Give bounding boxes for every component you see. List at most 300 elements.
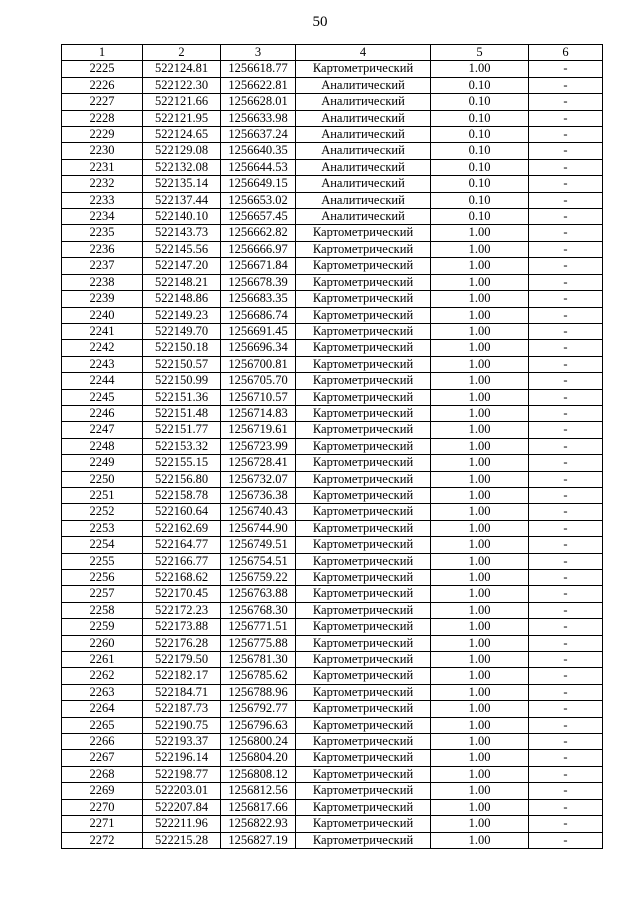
column-header: 3 [221,45,296,61]
table-row [62,127,603,143]
method-cell: Картометрический [296,537,431,553]
note-cell: - [529,94,603,110]
table-row [62,832,603,848]
method-cell: Аналитический [296,110,431,126]
x-coordinate-cell: 522166.77 [143,553,221,569]
x-coordinate-cell: 522124.81 [143,61,221,77]
method-cell: Аналитический [296,127,431,143]
note-cell: - [529,77,603,93]
table-row [62,438,603,454]
point-number-cell: 2233 [62,192,143,208]
note-cell: - [529,127,603,143]
page-number: 50 [312,14,328,30]
x-coordinate-cell: 522173.88 [143,619,221,635]
y-coordinate-cell: 1256749.51 [221,537,296,553]
x-coordinate-cell: 522151.77 [143,422,221,438]
table-row [62,602,603,618]
note-cell: - [529,307,603,323]
accuracy-cell: 1.00 [431,832,529,848]
method-cell: Картометрический [296,487,431,503]
method-cell: Картометрический [296,274,431,290]
x-coordinate-cell: 522168.62 [143,570,221,586]
method-cell: Картометрический [296,635,431,651]
x-coordinate-cell: 522179.50 [143,652,221,668]
method-cell: Картометрический [296,258,431,274]
method-cell: Картометрический [296,701,431,717]
column-header: 1 [62,45,143,61]
method-cell: Аналитический [296,94,431,110]
x-coordinate-cell: 522176.28 [143,635,221,651]
note-cell: - [529,258,603,274]
point-number-cell: 2242 [62,340,143,356]
y-coordinate-cell: 1256788.96 [221,684,296,700]
point-number-cell: 2246 [62,405,143,421]
note-cell: - [529,143,603,159]
point-number-cell: 2229 [62,127,143,143]
y-coordinate-cell: 1256817.66 [221,799,296,815]
table-row [62,504,603,520]
note-cell: - [529,373,603,389]
accuracy-cell: 1.00 [431,455,529,471]
table-row [62,455,603,471]
note-cell: - [529,487,603,503]
y-coordinate-cell: 1256728.41 [221,455,296,471]
point-number-cell: 2247 [62,422,143,438]
x-coordinate-cell: 522198.77 [143,766,221,782]
table-row [62,159,603,175]
x-coordinate-cell: 522137.44 [143,192,221,208]
point-number-cell: 2228 [62,110,143,126]
method-cell: Картометрический [296,504,431,520]
accuracy-cell: 1.00 [431,504,529,520]
x-coordinate-cell: 522149.70 [143,323,221,339]
table-row [62,307,603,323]
accuracy-cell: 1.00 [431,340,529,356]
table-row [62,668,603,684]
x-coordinate-cell: 522182.17 [143,668,221,684]
point-number-cell: 2259 [62,619,143,635]
table-row [62,816,603,832]
y-coordinate-cell: 1256637.24 [221,127,296,143]
x-coordinate-cell: 522156.80 [143,471,221,487]
point-number-cell: 2245 [62,389,143,405]
point-number-cell: 2227 [62,94,143,110]
accuracy-cell: 1.00 [431,684,529,700]
note-cell: - [529,668,603,684]
note-cell: - [529,750,603,766]
table-row [62,241,603,257]
accuracy-cell: 0.10 [431,192,529,208]
point-number-cell: 2232 [62,176,143,192]
note-cell: - [529,422,603,438]
table-row [62,766,603,782]
method-cell: Картометрический [296,471,431,487]
y-coordinate-cell: 1256710.57 [221,389,296,405]
point-number-cell: 2265 [62,717,143,733]
method-cell: Аналитический [296,192,431,208]
note-cell: - [529,110,603,126]
y-coordinate-cell: 1256719.61 [221,422,296,438]
accuracy-cell: 1.00 [431,652,529,668]
table-row [62,373,603,389]
point-number-cell: 2261 [62,652,143,668]
table-row [62,225,603,241]
table-body [62,61,603,849]
method-cell: Аналитический [296,159,431,175]
table-row [62,570,603,586]
method-cell: Картометрический [296,241,431,257]
accuracy-cell: 1.00 [431,602,529,618]
y-coordinate-cell: 1256775.88 [221,635,296,651]
point-number-cell: 2262 [62,668,143,684]
y-coordinate-cell: 1256796.63 [221,717,296,733]
note-cell: - [529,766,603,782]
table-row [62,750,603,766]
x-coordinate-cell: 522140.10 [143,209,221,225]
method-cell: Картометрический [296,225,431,241]
point-number-cell: 2252 [62,504,143,520]
table-row [62,192,603,208]
y-coordinate-cell: 1256686.74 [221,307,296,323]
x-coordinate-cell: 522196.14 [143,750,221,766]
point-number-cell: 2272 [62,832,143,848]
x-coordinate-cell: 522162.69 [143,520,221,536]
x-coordinate-cell: 522148.86 [143,291,221,307]
note-cell: - [529,701,603,717]
accuracy-cell: 1.00 [431,274,529,290]
y-coordinate-cell: 1256768.30 [221,602,296,618]
method-cell: Аналитический [296,176,431,192]
table-row [62,323,603,339]
accuracy-cell: 0.10 [431,159,529,175]
note-cell: - [529,619,603,635]
accuracy-cell: 0.10 [431,143,529,159]
y-coordinate-cell: 1256714.83 [221,405,296,421]
y-coordinate-cell: 1256822.93 [221,816,296,832]
y-coordinate-cell: 1256763.88 [221,586,296,602]
table-row [62,734,603,750]
method-cell: Картометрический [296,668,431,684]
note-cell: - [529,799,603,815]
note-cell: - [529,192,603,208]
point-number-cell: 2263 [62,684,143,700]
method-cell: Картометрический [296,602,431,618]
x-coordinate-cell: 522150.99 [143,373,221,389]
table-row [62,291,603,307]
accuracy-cell: 1.00 [431,422,529,438]
note-cell: - [529,783,603,799]
accuracy-cell: 0.10 [431,209,529,225]
accuracy-cell: 0.10 [431,127,529,143]
note-cell: - [529,734,603,750]
point-number-cell: 2230 [62,143,143,159]
table-row [62,586,603,602]
method-cell: Картометрический [296,783,431,799]
y-coordinate-cell: 1256771.51 [221,619,296,635]
note-cell: - [529,570,603,586]
table-row [62,274,603,290]
point-number-cell: 2269 [62,783,143,799]
x-coordinate-cell: 522150.57 [143,356,221,372]
point-number-cell: 2235 [62,225,143,241]
y-coordinate-cell: 1256700.81 [221,356,296,372]
point-number-cell: 2266 [62,734,143,750]
table-row [62,537,603,553]
table-row [62,405,603,421]
table-row [62,209,603,225]
method-cell: Картометрический [296,323,431,339]
method-cell: Картометрический [296,619,431,635]
method-cell: Картометрический [296,340,431,356]
method-cell: Картометрический [296,373,431,389]
note-cell: - [529,176,603,192]
note-cell: - [529,717,603,733]
note-cell: - [529,291,603,307]
accuracy-cell: 1.00 [431,405,529,421]
point-number-cell: 2264 [62,701,143,717]
accuracy-cell: 1.00 [431,471,529,487]
x-coordinate-cell: 522129.08 [143,143,221,159]
table-row [62,684,603,700]
x-coordinate-cell: 522184.71 [143,684,221,700]
x-coordinate-cell: 522121.66 [143,94,221,110]
y-coordinate-cell: 1256666.97 [221,241,296,257]
table-row [62,783,603,799]
accuracy-cell: 0.10 [431,110,529,126]
method-cell: Картометрический [296,291,431,307]
x-coordinate-cell: 522190.75 [143,717,221,733]
x-coordinate-cell: 522149.23 [143,307,221,323]
x-coordinate-cell: 522135.14 [143,176,221,192]
method-cell: Картометрический [296,832,431,848]
point-number-cell: 2225 [62,61,143,77]
accuracy-cell: 0.10 [431,94,529,110]
accuracy-cell: 1.00 [431,356,529,372]
accuracy-cell: 1.00 [431,619,529,635]
point-number-cell: 2236 [62,241,143,257]
table-row [62,389,603,405]
accuracy-cell: 1.00 [431,701,529,717]
method-cell: Аналитический [296,77,431,93]
accuracy-cell: 1.00 [431,61,529,77]
note-cell: - [529,832,603,848]
method-cell: Аналитический [296,209,431,225]
y-coordinate-cell: 1256671.84 [221,258,296,274]
x-coordinate-cell: 522160.64 [143,504,221,520]
point-number-cell: 2240 [62,307,143,323]
note-cell: - [529,159,603,175]
y-coordinate-cell: 1256622.81 [221,77,296,93]
y-coordinate-cell: 1256628.01 [221,94,296,110]
point-number-cell: 2231 [62,159,143,175]
accuracy-cell: 1.00 [431,225,529,241]
method-cell: Аналитический [296,143,431,159]
table-row [62,422,603,438]
table-row [62,471,603,487]
table-row [62,799,603,815]
method-cell: Картометрический [296,799,431,815]
y-coordinate-cell: 1256723.99 [221,438,296,454]
table-row [62,652,603,668]
table-row [62,520,603,536]
y-coordinate-cell: 1256736.38 [221,487,296,503]
accuracy-cell: 1.00 [431,291,529,307]
table-row [62,143,603,159]
note-cell: - [529,209,603,225]
y-coordinate-cell: 1256744.90 [221,520,296,536]
x-coordinate-cell: 522148.21 [143,274,221,290]
y-coordinate-cell: 1256657.45 [221,209,296,225]
column-header: 5 [431,45,529,61]
column-header: 2 [143,45,221,61]
x-coordinate-cell: 522215.28 [143,832,221,848]
note-cell: - [529,389,603,405]
note-cell: - [529,684,603,700]
accuracy-cell: 1.00 [431,586,529,602]
method-cell: Картометрический [296,438,431,454]
accuracy-cell: 1.00 [431,389,529,405]
note-cell: - [529,438,603,454]
accuracy-cell: 1.00 [431,734,529,750]
y-coordinate-cell: 1256705.70 [221,373,296,389]
y-coordinate-cell: 1256754.51 [221,553,296,569]
method-cell: Картометрический [296,652,431,668]
x-coordinate-cell: 522150.18 [143,340,221,356]
accuracy-cell: 1.00 [431,783,529,799]
method-cell: Картометрический [296,389,431,405]
point-number-cell: 2256 [62,570,143,586]
y-coordinate-cell: 1256792.77 [221,701,296,717]
accuracy-cell: 1.00 [431,635,529,651]
y-coordinate-cell: 1256662.82 [221,225,296,241]
y-coordinate-cell: 1256804.20 [221,750,296,766]
accuracy-cell: 1.00 [431,799,529,815]
point-number-cell: 2241 [62,323,143,339]
point-number-cell: 2260 [62,635,143,651]
x-coordinate-cell: 522132.08 [143,159,221,175]
point-number-cell: 2249 [62,455,143,471]
point-number-cell: 2238 [62,274,143,290]
accuracy-cell: 1.00 [431,241,529,257]
point-number-cell: 2268 [62,766,143,782]
note-cell: - [529,405,603,421]
y-coordinate-cell: 1256732.07 [221,471,296,487]
x-coordinate-cell: 522153.32 [143,438,221,454]
table-row [62,717,603,733]
y-coordinate-cell: 1256640.35 [221,143,296,159]
point-number-cell: 2226 [62,77,143,93]
table-row [62,176,603,192]
note-cell: - [529,340,603,356]
y-coordinate-cell: 1256649.15 [221,176,296,192]
accuracy-cell: 1.00 [431,487,529,503]
method-cell: Картометрический [296,422,431,438]
y-coordinate-cell: 1256800.24 [221,734,296,750]
method-cell: Картометрический [296,717,431,733]
method-cell: Картометрический [296,356,431,372]
point-number-cell: 2244 [62,373,143,389]
x-coordinate-cell: 522211.96 [143,816,221,832]
note-cell: - [529,61,603,77]
note-cell: - [529,225,603,241]
x-coordinate-cell: 522121.95 [143,110,221,126]
note-cell: - [529,356,603,372]
y-coordinate-cell: 1256644.53 [221,159,296,175]
accuracy-cell: 1.00 [431,438,529,454]
method-cell: Картометрический [296,307,431,323]
point-number-cell: 2255 [62,553,143,569]
accuracy-cell: 1.00 [431,816,529,832]
column-header: 6 [529,45,603,61]
point-number-cell: 2258 [62,602,143,618]
point-number-cell: 2270 [62,799,143,815]
point-number-cell: 2250 [62,471,143,487]
x-coordinate-cell: 522203.01 [143,783,221,799]
y-coordinate-cell: 1256696.34 [221,340,296,356]
x-coordinate-cell: 522147.20 [143,258,221,274]
accuracy-cell: 1.00 [431,766,529,782]
point-number-cell: 2267 [62,750,143,766]
note-cell: - [529,504,603,520]
method-cell: Картометрический [296,586,431,602]
note-cell: - [529,635,603,651]
accuracy-cell: 1.00 [431,553,529,569]
point-number-cell: 2257 [62,586,143,602]
method-cell: Картометрический [296,684,431,700]
note-cell: - [529,520,603,536]
method-cell: Картометрический [296,405,431,421]
coordinates-table [61,44,603,849]
point-number-cell: 2253 [62,520,143,536]
method-cell: Картометрический [296,520,431,536]
x-coordinate-cell: 522158.78 [143,487,221,503]
accuracy-cell: 1.00 [431,750,529,766]
y-coordinate-cell: 1256683.35 [221,291,296,307]
table-row [62,701,603,717]
accuracy-cell: 0.10 [431,77,529,93]
table-row [62,553,603,569]
x-coordinate-cell: 522164.77 [143,537,221,553]
y-coordinate-cell: 1256759.22 [221,570,296,586]
table-row [62,340,603,356]
note-cell: - [529,274,603,290]
method-cell: Картометрический [296,750,431,766]
table-row [62,94,603,110]
point-number-cell: 2271 [62,816,143,832]
note-cell: - [529,537,603,553]
note-cell: - [529,652,603,668]
table-row [62,619,603,635]
accuracy-cell: 1.00 [431,717,529,733]
method-cell: Картометрический [296,766,431,782]
table-row [62,635,603,651]
x-coordinate-cell: 522145.56 [143,241,221,257]
method-cell: Картометрический [296,816,431,832]
y-coordinate-cell: 1256808.12 [221,766,296,782]
point-number-cell: 2243 [62,356,143,372]
x-coordinate-cell: 522151.36 [143,389,221,405]
y-coordinate-cell: 1256812.56 [221,783,296,799]
y-coordinate-cell: 1256785.62 [221,668,296,684]
accuracy-cell: 1.00 [431,520,529,536]
y-coordinate-cell: 1256633.98 [221,110,296,126]
note-cell: - [529,455,603,471]
x-coordinate-cell: 522143.73 [143,225,221,241]
column-header: 4 [296,45,431,61]
note-cell: - [529,241,603,257]
accuracy-cell: 1.00 [431,307,529,323]
x-coordinate-cell: 522193.37 [143,734,221,750]
